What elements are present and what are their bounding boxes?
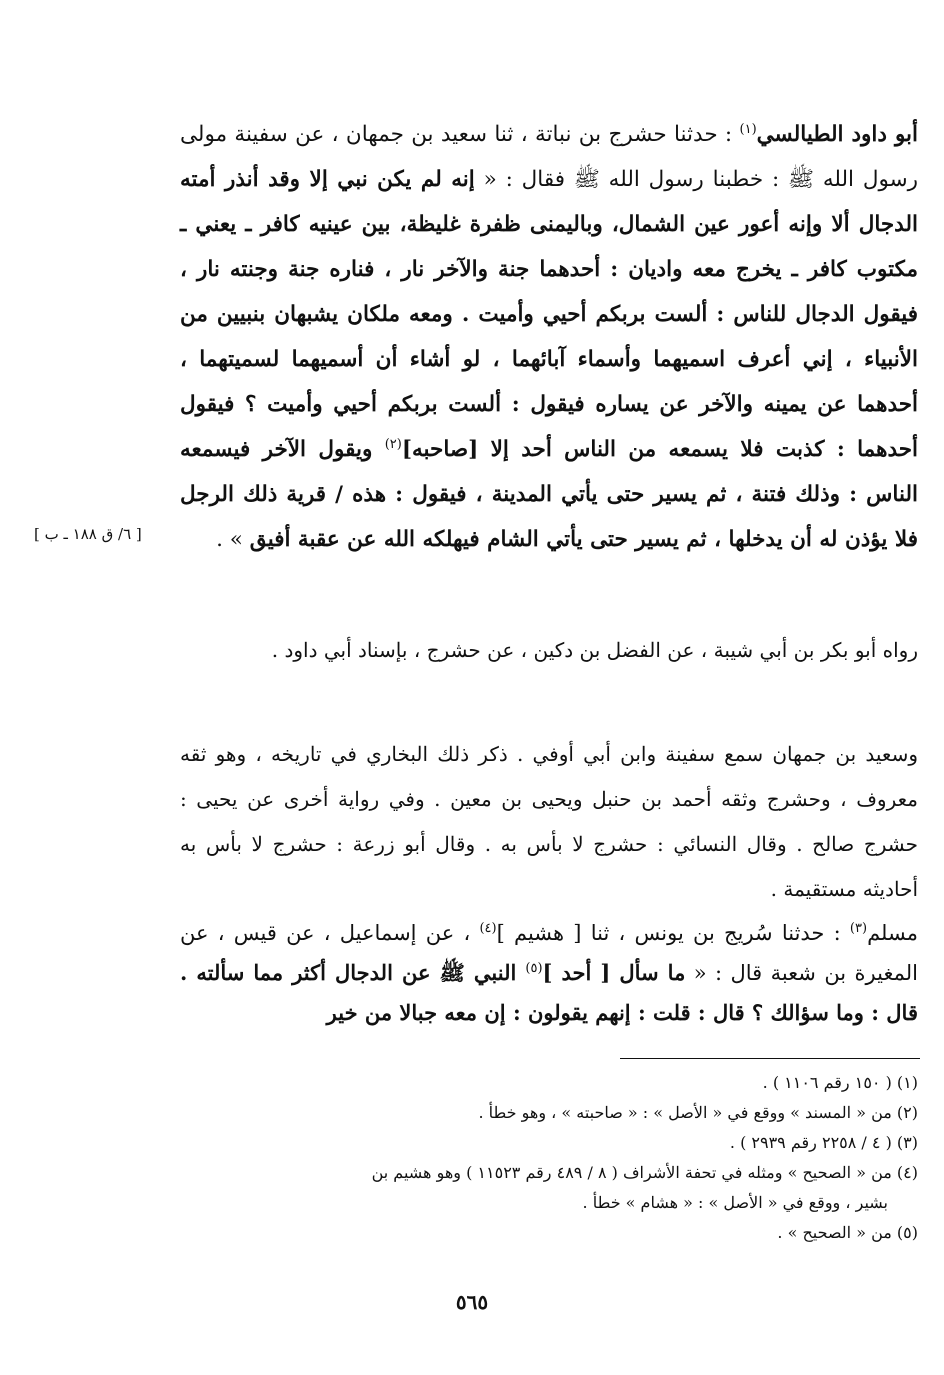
muslim-isnad-b: ، عن إسماعيل ، عن قيس ، عن المغيرة بن شعبة قال : « bbox=[180, 921, 918, 985]
muslim-lead: مسلم bbox=[867, 921, 918, 945]
paragraph-narrator-grading bbox=[180, 732, 918, 912]
footnote-separator bbox=[620, 1058, 920, 1059]
footnote-1: (١) ( ١٥٠ رقم ١١٠٦ ) . bbox=[762, 1073, 918, 1092]
footnote-ref-2: (٢) bbox=[384, 436, 402, 452]
hadith-text-a: إنه لم يكن نبي إلا وقد أنذر أمته الدجال ألا وإنه أعور عين الشمال، وباليمنى ظفرة غليظة، بين عينيه كافر ـ يعني ـ مكتوب كافر ـ يخرج معه واديان : أحدهما جنة والآخر نار ، فناره جنة وجنته نار ، فيقول الدجال للناس : ألست بربكم أحيي وأميت . ومعه ملكان يشبهان بنبيين من الأنبياء ، إني أعرف اسميهما وأسماء آبائهما ، لو أشاء أن أسميهما لسميتهما ، أحدهما عن يمينه والآخر عن يساره فيقول : ألست بربكم أحيي وأميت ؟ فيقول أحدهما : كذبت فلا يسمعه من الناس أحد إلا [صاحبه] bbox=[180, 167, 918, 462]
footnote-3: (٣) ( ٤ / ٢٢٥٨ رقم ٢٩٣٩ ) . bbox=[729, 1133, 918, 1152]
footnote-4-continued: بشير ، ووقع في « الأصل » : « هشام » خطأ . bbox=[582, 1193, 888, 1212]
hadith-close: » . bbox=[216, 527, 250, 552]
footnote-ref-4: (٤) bbox=[479, 921, 497, 936]
footnote-4: (٤) من « الصحيح » ومثله في تحفة الأشراف ( ٨ / ٤٨٩ رقم ١١٥٢٣ ) وهو هشيم بن bbox=[371, 1163, 918, 1182]
footnote-ref-3: (٣) bbox=[849, 921, 868, 936]
page-number: ٥٦٥ bbox=[455, 1290, 489, 1314]
footnote-ref-1: (١) bbox=[739, 121, 757, 137]
footnote-5: (٥) من « الصحيح » . bbox=[777, 1223, 918, 1242]
author-name: أبو داود الطيالسي bbox=[756, 122, 919, 147]
paragraph-riwayah-text: رواه أبو بكر بن أبي شيبة ، عن الفضل بن دكين ، عن حشرج ، بإسناد أبي داود . bbox=[271, 638, 918, 662]
manuscript-margin-ref: [ ٦/ ق ١٨٨ ـ ب ] bbox=[34, 525, 142, 543]
footnotes bbox=[178, 1068, 918, 1248]
footnote-ref-5: (٥) bbox=[525, 961, 543, 976]
isnad-text: : حدثنا حشرج بن نباتة ، ثنا سعيد بن جمهان ، عن سفينة مولى رسول الله ﷺ : خطبنا رسول الله ﷺ فقال : « bbox=[180, 122, 918, 192]
muslim-isnad-a: : حدثنا سُريج بن يونس ، ثنا [ هشيم ] bbox=[496, 921, 850, 945]
footnote-2: (٢) من « المسند » ووقع في « الأصل » : « صاحبته » ، وهو خطأ . bbox=[478, 1103, 918, 1122]
hadith-paragraph-muslim bbox=[180, 913, 918, 1033]
hadith-text-b: ويقول الآخر فيسمعه الناس : وذلك فتنة ، ثم يسير حتى يأتي المدينة ، فيقول : هذه / قرية ذلك الرجل فلا يؤذن له أن يدخلها ، ثم يسير حتى يأتي الشام فيهلكه الله عن عقبة أفيق bbox=[180, 437, 918, 552]
muslim-hadith-b: النبي ﷺ عن الدجال أكثر مما سألته . قال : وما سؤالك ؟ قال : قلت : إنهم يقولون : إن معه جبالا من خير bbox=[180, 960, 918, 1025]
hadith-paragraph-abu-dawud bbox=[180, 112, 918, 562]
paragraph-riwayah bbox=[180, 628, 918, 673]
muslim-hadith-a: ما سأل [ أحد ] bbox=[542, 960, 686, 985]
paragraph-narrator-grading-text: وسعيد بن جمهان سمع سفينة وابن أبي أوفي . ذكر ذلك البخاري في تاريخه ، وهو ثقه معروف ، وحشرج وثقه أحمد بن حنبل ويحيى بن معين . وفي رواية أخرى عن يحيى : حشرج صالح . وقال النسائي : حشرج لا بأس به . وقال أبو زرعة : حشرج لا بأس به أحاديثه مستقيمة . bbox=[180, 742, 918, 901]
